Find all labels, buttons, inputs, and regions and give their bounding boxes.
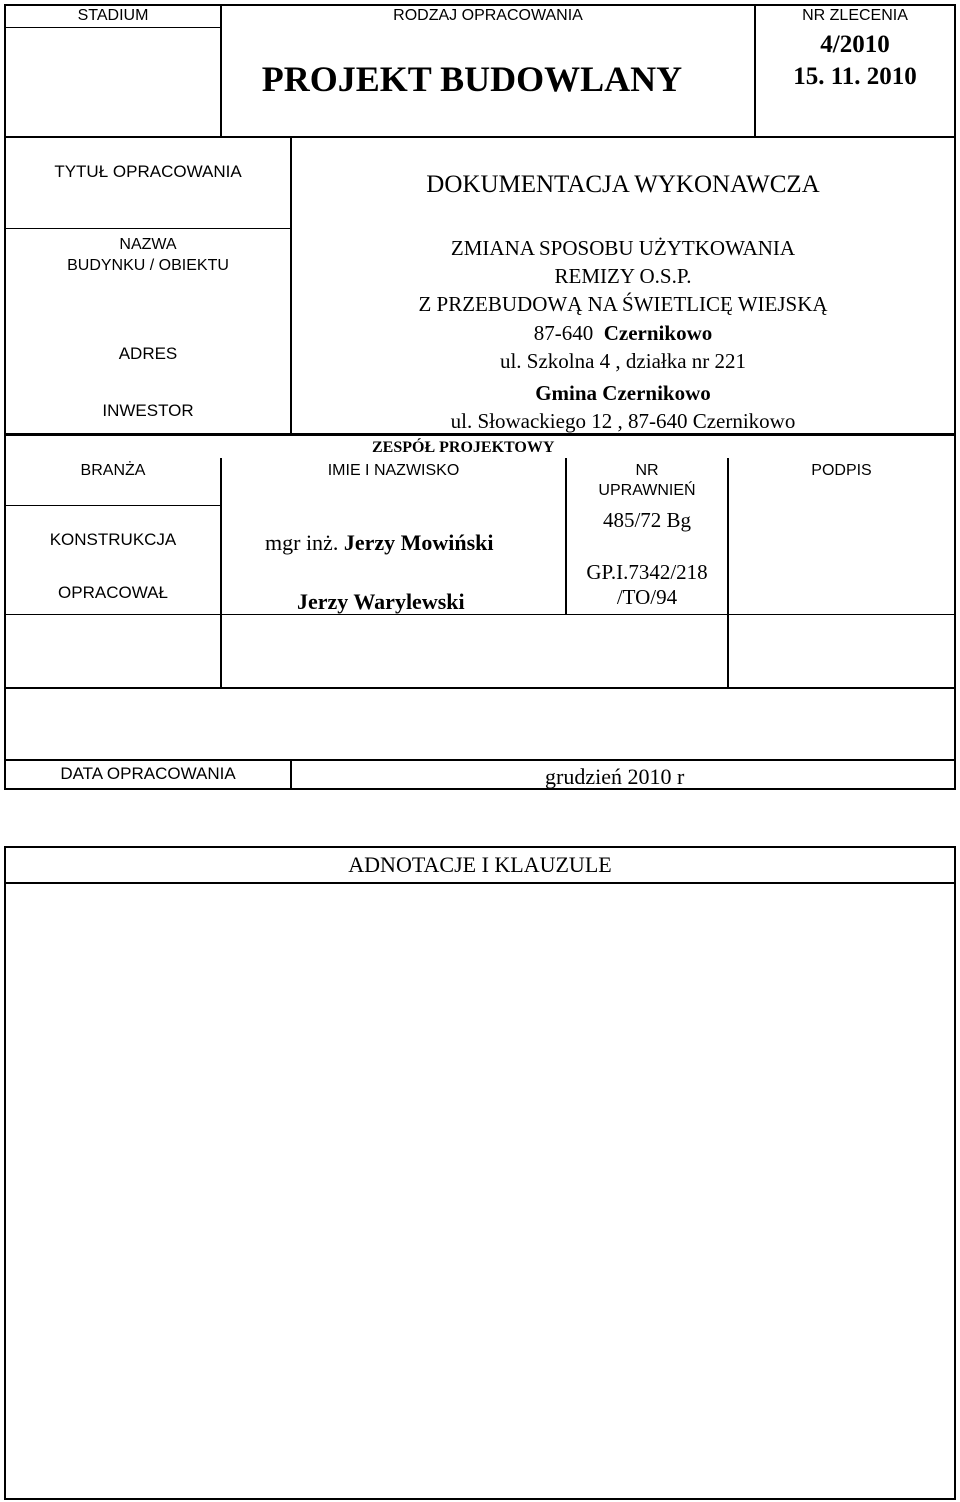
date-value: grudzień 2010 r <box>545 764 685 789</box>
nazwa-budynku-label-line1: NAZWA <box>119 236 177 253</box>
column-license-header-line2: UPRAWNIEŃ <box>598 482 696 499</box>
annotations-heading: ADNOTACJE I KLAUZULE <box>348 852 612 877</box>
investor-name: Gmina Czernikowo <box>535 381 711 405</box>
team-row-license-line1: GP.I.7342/218 <box>586 560 708 584</box>
building-name-line2: REMIZY O.S.P. <box>554 264 692 288</box>
inwestor-label: INWESTOR <box>102 401 194 420</box>
address-postal: 87-640 <box>533 321 604 345</box>
column-name-header: IMIE I NAZWISKO <box>327 462 460 479</box>
team-row-name <box>265 530 494 555</box>
document-title: DOKUMENTACJA WYKONAWCZA <box>426 171 820 198</box>
team-row-license: 485/72 Bg <box>602 508 692 532</box>
stadium-label: STADIUM <box>77 7 149 24</box>
order-number: 4/2010 <box>820 31 890 58</box>
order-date: 15. 11. 2010 <box>793 63 917 90</box>
team-row-license-line2: /TO/94 <box>616 585 678 609</box>
stage-value: PROJEKT BUDOWLANY <box>261 59 683 99</box>
rodzaj-opracowania-label: RODZAJ OPRACOWANIA <box>393 7 583 24</box>
address-street: ul. Szkolna 4 , działka nr 221 <box>499 349 747 373</box>
address-city: Czernikowo <box>603 321 713 345</box>
data-opracowania-label: DATA OPRACOWANIA <box>60 764 236 783</box>
tytul-opracowania-label: TYTUŁ OPRACOWANIA <box>54 162 242 181</box>
nr-zlecenia-label: NR ZLECENIA <box>802 7 908 24</box>
annotations-divider <box>6 882 954 884</box>
building-name-line3: Z PRZEBUDOWĄ NA ŚWIETLICĘ WIEJSKĄ <box>418 292 828 316</box>
column-branch-header: BRANŻA <box>80 462 146 479</box>
nazwa-budynku-label-line2: BUDYNKU / OBIEKTU <box>67 257 229 274</box>
team-row-branch: OPRACOWAŁ <box>58 583 168 602</box>
building-name-line1: ZMIANA SPOSOBU UŻYTKOWANIA <box>450 236 796 260</box>
person-name: Jerzy Mowiński <box>343 530 494 555</box>
column-signature-header: PODPIS <box>811 462 872 479</box>
team-row-name: Jerzy Warylewski <box>297 589 465 614</box>
column-license-header-line1: NR <box>635 462 659 479</box>
team-heading: ZESPÓŁ PROJEKTOWY <box>372 439 555 456</box>
adres-label: ADRES <box>118 344 178 363</box>
team-row-branch: KONSTRUKCJA <box>49 530 177 549</box>
investor-street: ul. Słowackiego 12 , 87-640 Czernikowo <box>450 409 796 433</box>
name-prefix: mgr inż. <box>265 530 344 555</box>
annotations-box <box>4 846 956 1500</box>
address-postal-city <box>292 321 954 345</box>
